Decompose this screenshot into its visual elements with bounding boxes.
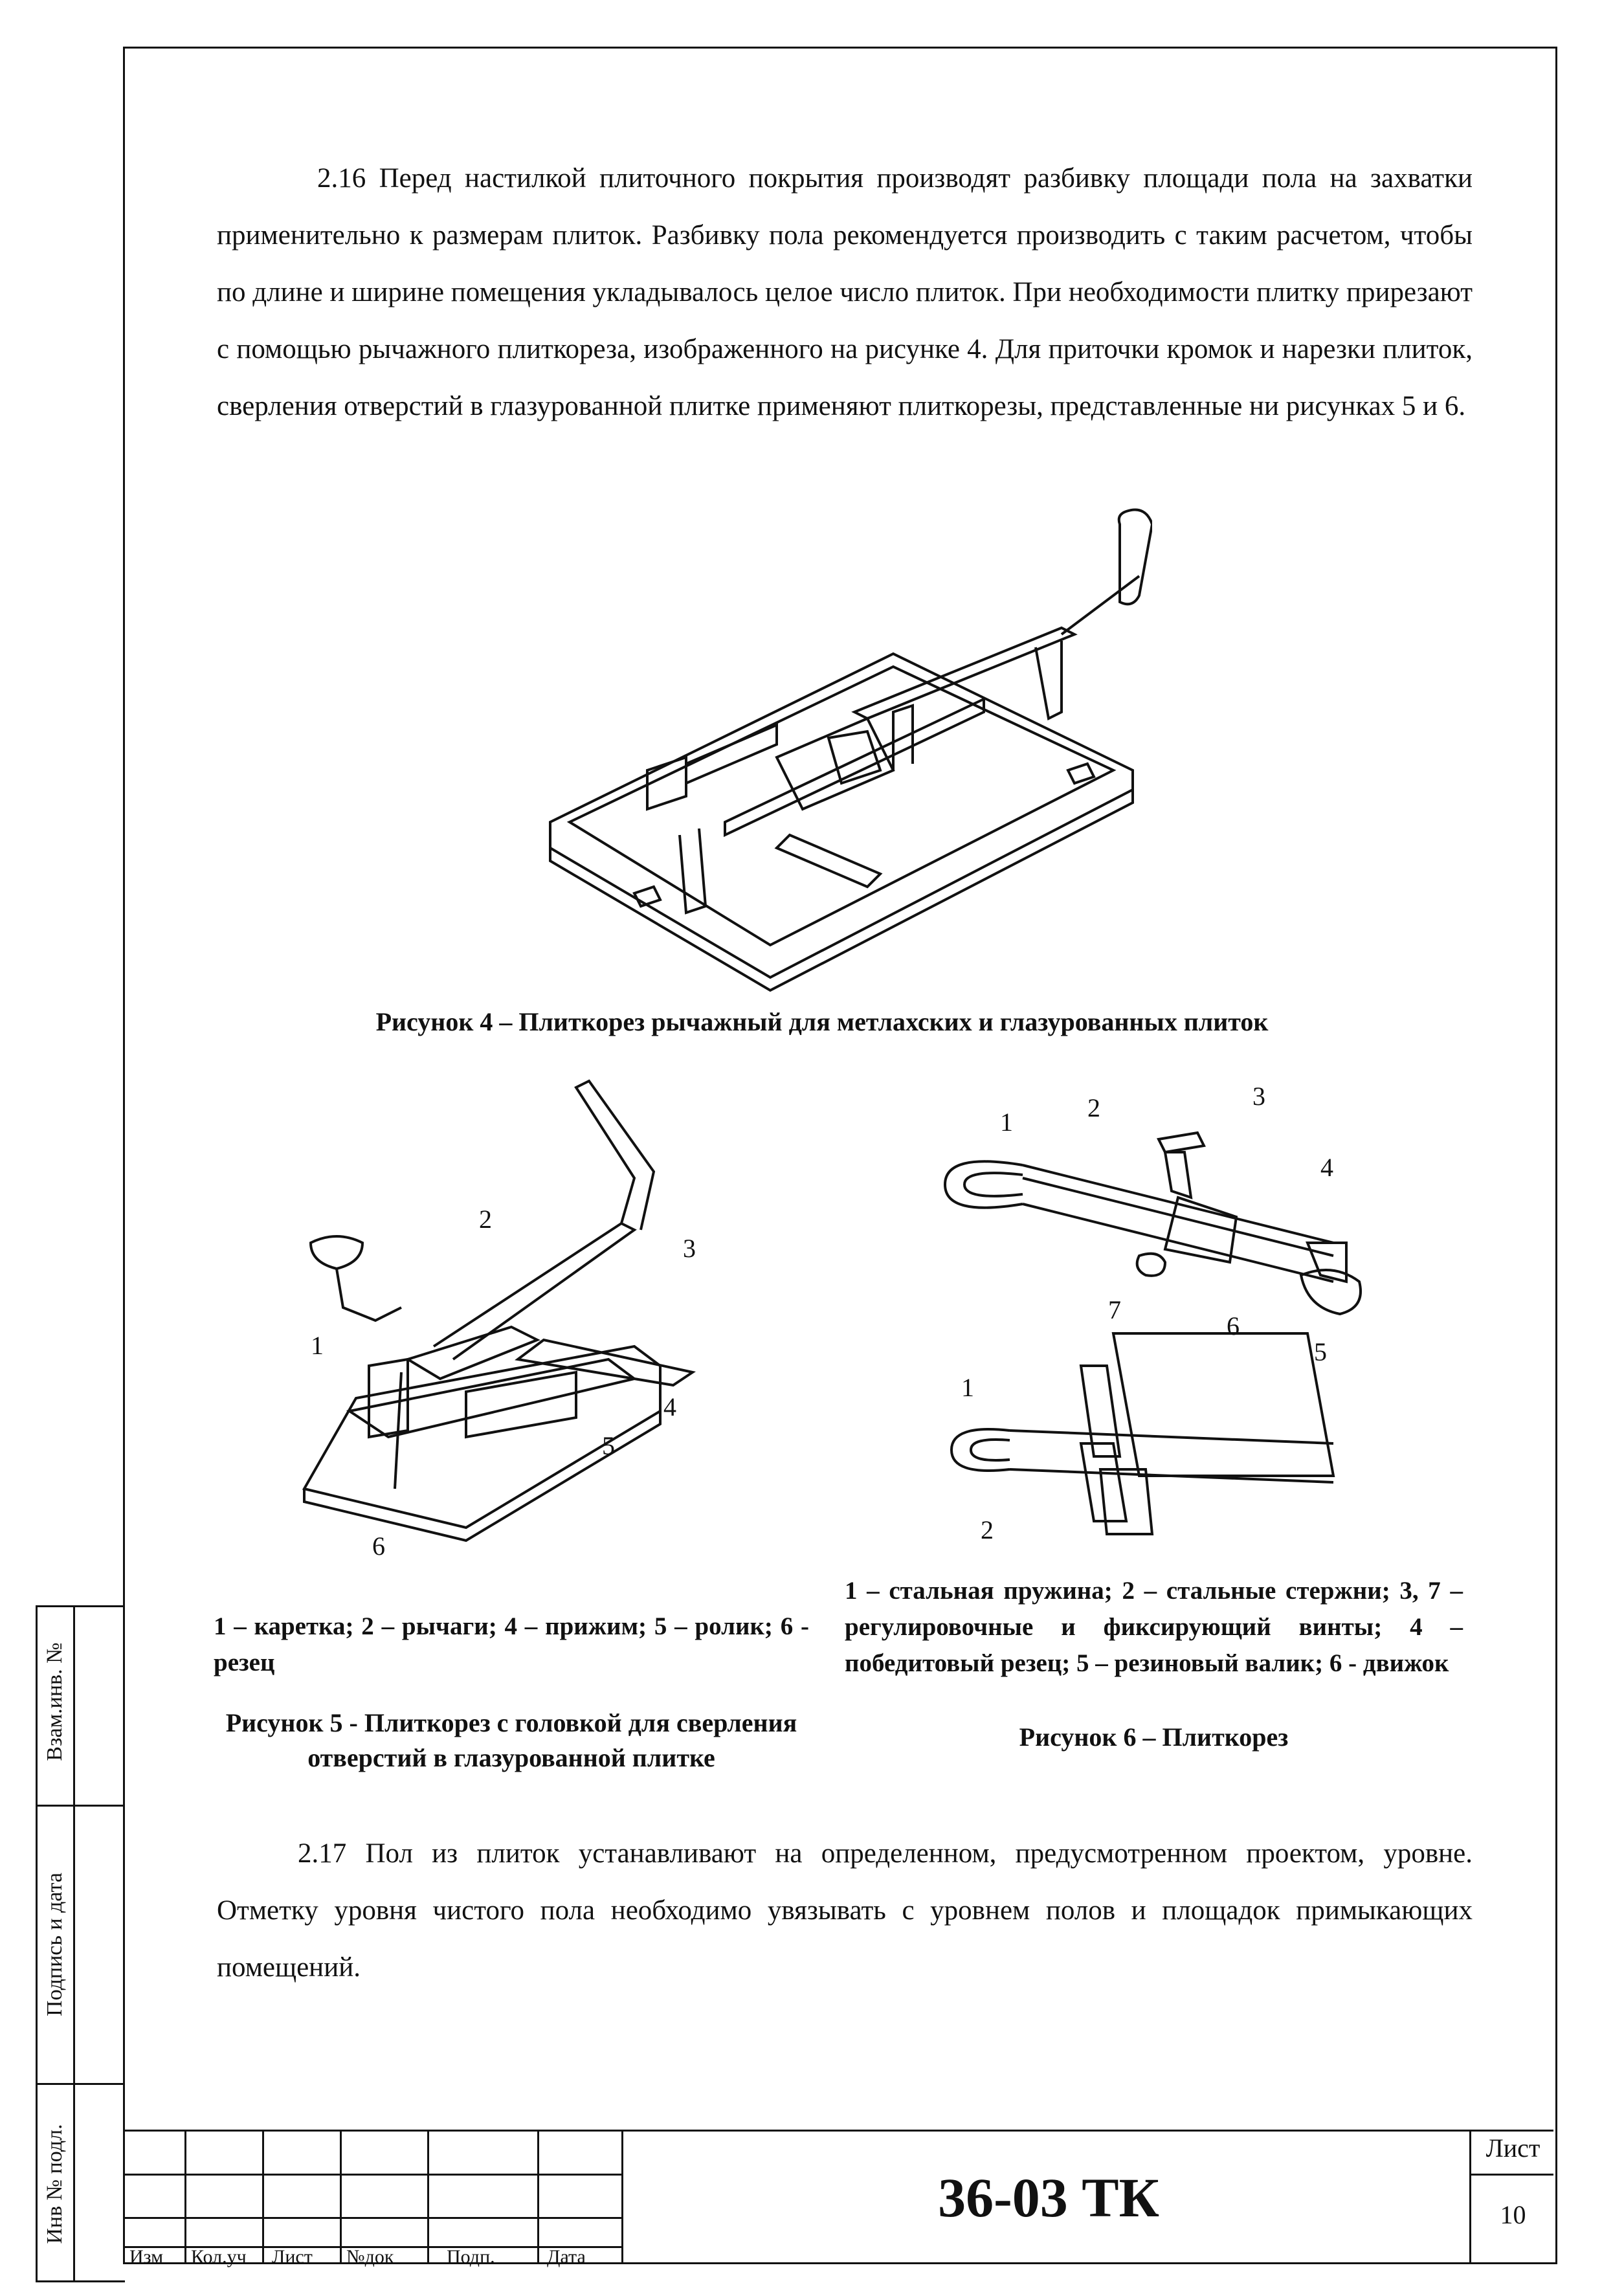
figure-5-label-6: 6 [372,1531,385,1561]
figure-5-illustration [272,1075,751,1566]
title-col-list: Лист [272,2246,313,2267]
figure-5-legend: 1 – каретка; 2 – рычаги; 4 – прижим; 5 – ролик; 6 - резец [214,1612,809,1676]
figure-6-label-5: 5 [1314,1337,1327,1366]
figure-6-label-2: 2 [1087,1093,1100,1122]
side-stamp-replacement: Взам.инв. № [43,1642,67,1761]
figure-4-illustration [531,498,1152,1003]
figure-6-label-4: 4 [1320,1153,1333,1182]
sheet-label: Лист [1485,2133,1541,2163]
section-2-16-text: 2.16 Перед настилкой плиточного покрытия производят разбивку площади пола на захватки применительно к размерам плиток. Разбивку пола рекомендуется производить с таким расчетом, чтобы по длине и ширине помещения укладывалось целое число плиток. При необходимости плитку прирезают с помощью рычажного плиткореза, изображенного на рисунке 4. Для приточки кромок и нарезки плиток, сверления отверстий в глазурованной плитке применяют плиткорезы, представленные ни рисунках 5 и 6. [217,163,1473,421]
title-col-kol: Кол.уч [191,2246,247,2267]
section-2-17-text: 2.17 Пол из плиток устанавливают на определенном, предусмотренном проектом, уровне. Отметку уровня чистого пола необходимо увязывать с уровнем полов и площадок примыкающих помещений. [217,1838,1473,1983]
figure-6-label-1b: 1 [961,1373,974,1402]
document-code: 36-03 ТК [938,2166,1159,2229]
side-stamp-signature: Подпись и дата [43,1873,67,2016]
figure-6-label-6: 6 [1227,1311,1240,1341]
sheet-number: 10 [1500,2200,1526,2229]
title-col-podp: Подп. [447,2246,495,2267]
figure-6-label-2b: 2 [981,1515,994,1544]
figure-6-label-3: 3 [1252,1082,1265,1111]
figure-6-label-1: 1 [1000,1108,1013,1137]
title-col-data: Дата [547,2246,586,2267]
figure-6-label-7: 7 [1108,1295,1121,1324]
figure-5-caption: Рисунок 5 - Плиткорез с головкой для сверления отверстий в глазурованной плитке [225,1708,797,1772]
title-col-ndok: №док [346,2246,394,2267]
figure-5-label-5: 5 [602,1431,615,1460]
figure-6-legend: 1 – стальная пружина; 2 – стальные стержни; 3, 7 – регулировочные и фиксирующий винты; 4 – победитовый резец; 5 – резиновый валик; 6 - движок [845,1577,1463,1677]
figure-6-caption: Рисунок 6 – Плиткорез [1019,1722,1289,1752]
figure-5-label-1: 1 [311,1331,324,1360]
side-stamp-inventory: Инв № подл. [43,2124,67,2244]
title-col-izm: Изм [129,2246,164,2267]
figure-5-label-2: 2 [479,1205,492,1234]
figure-5-label-3: 3 [683,1234,696,1263]
figure-4-caption: Рисунок 4 – Плиткорез рычажный для метлахских и глазурованных плиток [375,1007,1269,1036]
figure-5-label-4: 4 [663,1392,676,1421]
figure-6-illustration [919,1094,1385,1547]
